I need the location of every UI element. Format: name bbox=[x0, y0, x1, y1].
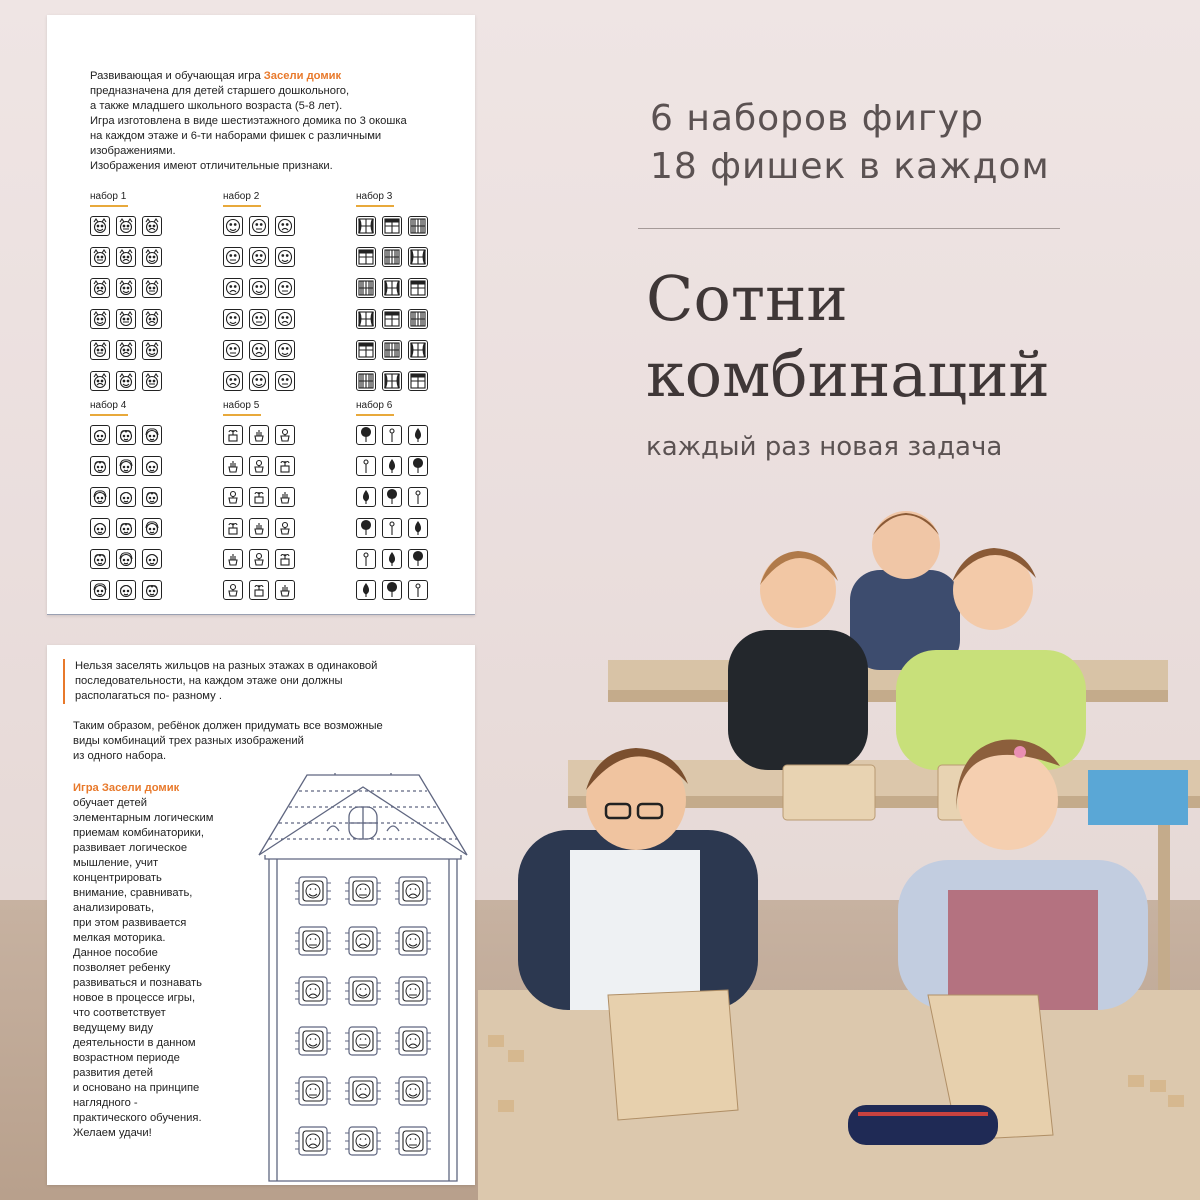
rules-block-2 bbox=[73, 719, 453, 764]
tree-icon bbox=[408, 518, 428, 538]
about-line: наглядного - bbox=[73, 1097, 138, 1109]
child-face-icon bbox=[90, 580, 110, 600]
child-face-icon bbox=[116, 549, 136, 569]
cat-face-icon bbox=[90, 278, 110, 298]
tree-icon bbox=[356, 425, 376, 445]
emoji-face-icon bbox=[275, 371, 295, 391]
instruction-card-rules bbox=[47, 645, 475, 1185]
about-line: возрастном периоде bbox=[73, 1052, 180, 1064]
tree-icon bbox=[408, 456, 428, 476]
emoji-face-icon bbox=[275, 247, 295, 267]
child-face-icon bbox=[142, 425, 162, 445]
rules-line: последовательности, на каждом этаже они должны bbox=[75, 675, 343, 687]
child-face-icon bbox=[90, 456, 110, 476]
cat-face-icon bbox=[142, 371, 162, 391]
cat-face-icon bbox=[142, 216, 162, 236]
set-title: набор 4 bbox=[90, 400, 127, 411]
emoji-face-icon bbox=[275, 216, 295, 236]
cat-face-icon bbox=[142, 278, 162, 298]
potted-plant-icon bbox=[249, 456, 269, 476]
set-title: набор 5 bbox=[223, 400, 260, 411]
intro-line: а также младшего школьного возраста (5-8 лет). bbox=[90, 100, 343, 112]
tree-icon bbox=[382, 487, 402, 507]
set-grid bbox=[90, 216, 180, 391]
about-lines bbox=[73, 796, 253, 1141]
about-line: мелкая моторика. bbox=[73, 932, 166, 944]
child-face-icon bbox=[116, 518, 136, 538]
house-window-icon bbox=[345, 1077, 381, 1105]
potted-plant-icon bbox=[249, 580, 269, 600]
tree-icon bbox=[356, 518, 376, 538]
cat-face-icon bbox=[90, 216, 110, 236]
tree-icon bbox=[408, 580, 428, 600]
window-curtain-icon bbox=[408, 247, 428, 267]
about-line: анализировать, bbox=[73, 902, 155, 914]
tree-icon bbox=[382, 549, 402, 569]
house-window-icon bbox=[395, 1027, 431, 1055]
emoji-face-icon bbox=[249, 371, 269, 391]
about-line: Желаем удачи! bbox=[73, 1127, 152, 1139]
about-line: практического обучения. bbox=[73, 1112, 202, 1124]
set-underline bbox=[356, 205, 394, 207]
house-diagram bbox=[257, 773, 469, 1183]
rules-line: из одного набора. bbox=[73, 750, 167, 762]
emoji-face-icon bbox=[275, 278, 295, 298]
house-window-icon bbox=[395, 1077, 431, 1105]
child-face-icon bbox=[142, 518, 162, 538]
promo-headline-line1: Сотни bbox=[646, 262, 848, 335]
emoji-face-icon bbox=[249, 309, 269, 329]
intro-line: Изображения имеют отличительные признаки. bbox=[90, 160, 333, 172]
set-grid bbox=[223, 216, 313, 391]
about-line: приемам комбинаторики, bbox=[73, 827, 205, 839]
window-curtain-icon bbox=[382, 340, 402, 360]
promo-sets-count: 6 наборов фигур bbox=[650, 98, 984, 139]
about-line: новое в процессе игры, bbox=[73, 992, 196, 1004]
house-window-icon bbox=[295, 977, 331, 1005]
about-line: обучает детей bbox=[73, 797, 147, 809]
potted-plant-icon bbox=[249, 487, 269, 507]
potted-plant-icon bbox=[223, 487, 243, 507]
set-underline bbox=[356, 414, 394, 416]
house-window-icon bbox=[395, 877, 431, 905]
window-curtain-icon bbox=[382, 216, 402, 236]
child-face-icon bbox=[116, 487, 136, 507]
window-curtain-icon bbox=[356, 309, 376, 329]
window-curtain-icon bbox=[408, 309, 428, 329]
set-title: набор 6 bbox=[356, 400, 393, 411]
house-window-icon bbox=[295, 1077, 331, 1105]
intro-text bbox=[90, 69, 460, 174]
rules-line: Нельзя заселять жильцов на разных этажах в одинаковой bbox=[75, 660, 378, 672]
emoji-face-icon bbox=[223, 278, 243, 298]
set-underline bbox=[223, 205, 261, 207]
tree-icon bbox=[408, 425, 428, 445]
cat-face-icon bbox=[142, 247, 162, 267]
promo-tagline: каждый раз новая задача bbox=[646, 432, 1003, 462]
potted-plant-icon bbox=[223, 425, 243, 445]
tree-icon bbox=[408, 487, 428, 507]
about-line: деятельности в данном bbox=[73, 1037, 196, 1049]
promo-headline-line2: комбинаций bbox=[646, 338, 1050, 411]
child-face-icon bbox=[116, 580, 136, 600]
child-face-icon bbox=[142, 580, 162, 600]
potted-plant-icon bbox=[275, 425, 295, 445]
cat-face-icon bbox=[116, 340, 136, 360]
emoji-face-icon bbox=[249, 216, 269, 236]
house-window-icon bbox=[395, 927, 431, 955]
emoji-face-icon bbox=[223, 309, 243, 329]
window-curtain-icon bbox=[382, 247, 402, 267]
about-block bbox=[73, 781, 253, 1141]
potted-plant-icon bbox=[275, 549, 295, 569]
set-grid bbox=[90, 425, 180, 600]
set-6 bbox=[356, 400, 446, 600]
child-face-icon bbox=[116, 425, 136, 445]
potted-plant-icon bbox=[223, 580, 243, 600]
set-underline bbox=[90, 414, 128, 416]
cat-face-icon bbox=[90, 309, 110, 329]
child-face-icon bbox=[116, 456, 136, 476]
tree-icon bbox=[408, 549, 428, 569]
house-window-icon bbox=[295, 927, 331, 955]
set-grid bbox=[223, 425, 313, 600]
tree-icon bbox=[356, 580, 376, 600]
child-face-icon bbox=[142, 487, 162, 507]
house-window-icon bbox=[345, 877, 381, 905]
potted-plant-icon bbox=[249, 425, 269, 445]
tree-icon bbox=[382, 425, 402, 445]
set-underline bbox=[90, 205, 128, 207]
emoji-face-icon bbox=[275, 309, 295, 329]
house-window-icon bbox=[295, 1127, 331, 1155]
about-line: что соответствует bbox=[73, 1007, 166, 1019]
emoji-face-icon bbox=[249, 247, 269, 267]
set-title: набор 2 bbox=[223, 191, 260, 202]
intro-line: изображениями. bbox=[90, 145, 176, 157]
pencil-case bbox=[848, 1105, 998, 1145]
cat-face-icon bbox=[90, 371, 110, 391]
intro-line: на каждом этаже и 6-ти наборами фишек с различными bbox=[90, 130, 382, 142]
cat-face-icon bbox=[116, 309, 136, 329]
potted-plant-icon bbox=[275, 580, 295, 600]
window-curtain-icon bbox=[356, 216, 376, 236]
about-line: и основано на принципе bbox=[73, 1082, 200, 1094]
window-curtain-icon bbox=[382, 371, 402, 391]
potted-plant-icon bbox=[223, 549, 243, 569]
house-window-icon bbox=[345, 1127, 381, 1155]
potted-plant-icon bbox=[223, 456, 243, 476]
emoji-face-icon bbox=[223, 371, 243, 391]
cat-face-icon bbox=[116, 278, 136, 298]
rules-line: располагаться по- разному . bbox=[75, 690, 222, 702]
house-window-icon bbox=[295, 1027, 331, 1055]
promo-divider bbox=[638, 228, 1060, 229]
about-line: развивает логическое bbox=[73, 842, 188, 854]
cat-face-icon bbox=[116, 216, 136, 236]
child-face-icon bbox=[90, 518, 110, 538]
window-curtain-icon bbox=[356, 278, 376, 298]
emoji-face-icon bbox=[223, 247, 243, 267]
about-line: развиваться и познавать bbox=[73, 977, 202, 989]
about-line: внимание, сравнивать, bbox=[73, 887, 193, 899]
set-title: набор 3 bbox=[356, 191, 393, 202]
window-curtain-icon bbox=[382, 278, 402, 298]
window-curtain-icon bbox=[382, 309, 402, 329]
cat-face-icon bbox=[142, 309, 162, 329]
cat-face-icon bbox=[116, 371, 136, 391]
tree-icon bbox=[382, 580, 402, 600]
about-line: ведущему виду bbox=[73, 1022, 154, 1034]
about-line: Данное пособие bbox=[73, 947, 158, 959]
child-face-icon bbox=[90, 425, 110, 445]
rules-line: виды комбинаций трех разных изображений bbox=[73, 735, 304, 747]
emoji-face-icon bbox=[275, 340, 295, 360]
set-underline bbox=[223, 414, 261, 416]
front-desk bbox=[478, 990, 1200, 1200]
tree-icon bbox=[356, 456, 376, 476]
potted-plant-icon bbox=[223, 518, 243, 538]
set-1 bbox=[90, 191, 180, 391]
cat-face-icon bbox=[90, 340, 110, 360]
set-2 bbox=[223, 191, 313, 391]
set-title: набор 1 bbox=[90, 191, 127, 202]
about-line: концентрировать bbox=[73, 872, 162, 884]
house-window-icon bbox=[345, 927, 381, 955]
set-4 bbox=[90, 400, 180, 600]
intro-line: Игра изготовлена в виде шестиэтажного домика по 3 окошка bbox=[90, 115, 407, 127]
card-divider bbox=[47, 614, 475, 615]
child-face-icon bbox=[90, 487, 110, 507]
emoji-face-icon bbox=[223, 216, 243, 236]
set-3 bbox=[356, 191, 446, 391]
about-line: при этом развивается bbox=[73, 917, 187, 929]
set-grid bbox=[356, 425, 446, 600]
set-grid bbox=[356, 216, 446, 391]
emoji-face-icon bbox=[249, 340, 269, 360]
child-back-center bbox=[850, 511, 960, 670]
instruction-card-sets bbox=[47, 15, 475, 615]
emoji-face-icon bbox=[223, 340, 243, 360]
tree-icon bbox=[382, 456, 402, 476]
house-window-icon bbox=[295, 877, 331, 905]
cat-face-icon bbox=[90, 247, 110, 267]
child-face-icon bbox=[142, 549, 162, 569]
window-curtain-icon bbox=[408, 278, 428, 298]
rules-block bbox=[63, 659, 475, 704]
about-line: позволяет ребенку bbox=[73, 962, 171, 974]
about-line: мышление, учит bbox=[73, 857, 159, 869]
potted-plant-icon bbox=[275, 518, 295, 538]
house-window-icon bbox=[345, 977, 381, 1005]
set-5 bbox=[223, 400, 313, 600]
window-curtain-icon bbox=[408, 340, 428, 360]
window-curtain-icon bbox=[408, 216, 428, 236]
house-window-icon bbox=[395, 1127, 431, 1155]
about-title: Игра Засели домик bbox=[73, 782, 180, 794]
cat-face-icon bbox=[142, 340, 162, 360]
tree-icon bbox=[382, 518, 402, 538]
window-curtain-icon bbox=[356, 340, 376, 360]
tree-icon bbox=[356, 549, 376, 569]
promo-chips-count: 18 фишек в каждом bbox=[650, 146, 1050, 187]
window-curtain-icon bbox=[356, 371, 376, 391]
house-window-icon bbox=[395, 977, 431, 1005]
rules-line: Таким образом, ребёнок должен придумать все возможные bbox=[73, 720, 383, 732]
house-window-icon bbox=[345, 1027, 381, 1055]
children-playing-photo bbox=[478, 490, 1200, 1200]
about-line: элементарным логическим bbox=[73, 812, 214, 824]
child-face-icon bbox=[142, 456, 162, 476]
child-back-left bbox=[728, 551, 868, 770]
window-curtain-icon bbox=[408, 371, 428, 391]
potted-plant-icon bbox=[275, 456, 295, 476]
game-name: Засели домик bbox=[263, 70, 342, 82]
about-line: развития детей bbox=[73, 1067, 154, 1079]
intro-first-line: Развивающая и обучающая игра Засели домик bbox=[90, 70, 342, 82]
intro-line: предназначена для детей старшего дошкольного, bbox=[90, 85, 350, 97]
potted-plant-icon bbox=[249, 518, 269, 538]
window-curtain-icon bbox=[356, 247, 376, 267]
tree-icon bbox=[356, 487, 376, 507]
cat-face-icon bbox=[116, 247, 136, 267]
potted-plant-icon bbox=[275, 487, 295, 507]
game-board-left bbox=[608, 990, 738, 1120]
emoji-face-icon bbox=[249, 278, 269, 298]
child-face-icon bbox=[90, 549, 110, 569]
potted-plant-icon bbox=[249, 549, 269, 569]
